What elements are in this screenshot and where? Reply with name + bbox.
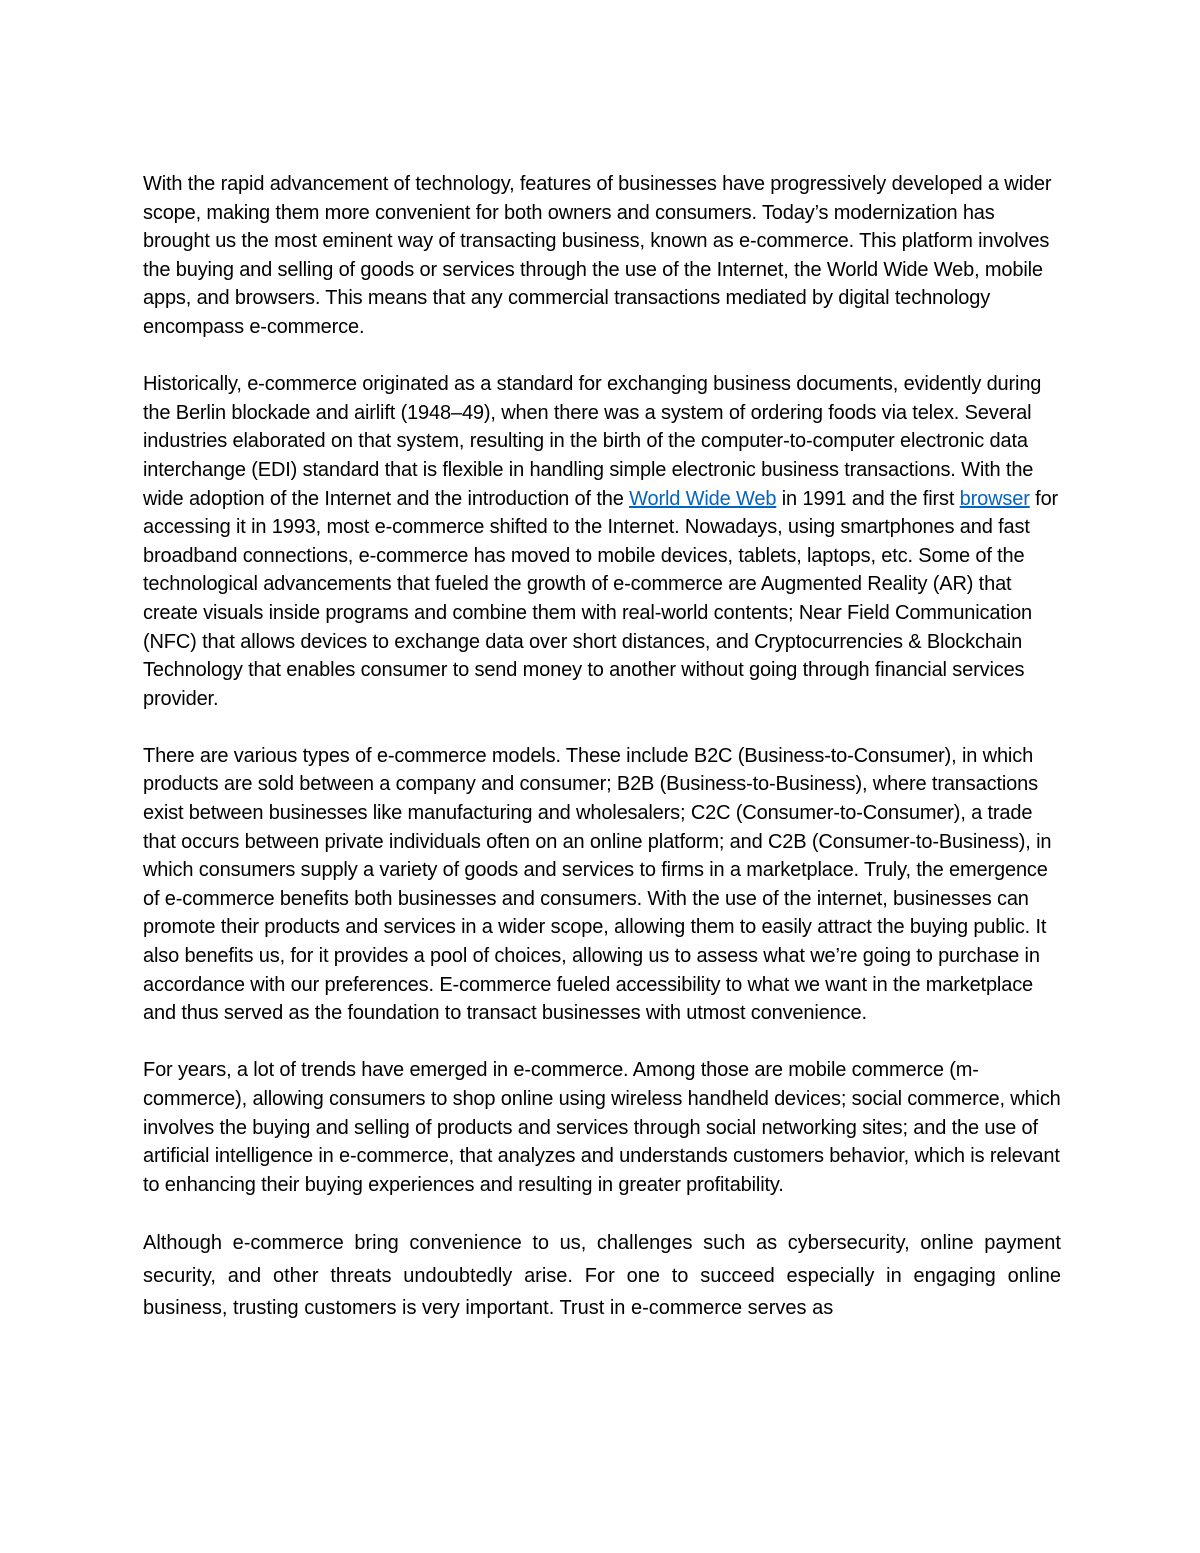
world-wide-web-link[interactable]: World Wide Web [629,487,777,510]
paragraph-challenges: Although e-commerce bring convenience to us, challenges such as cybersecurity, online payment security, and other threats undoubtedly arise. For one to succeed especially in engaging online business, trusting customers is very important. Trust in e-commerce serves as [143,1232,1061,1320]
browser-link[interactable]: browser [959,487,1030,510]
paragraph-trends: For years, a lot of trends have emerged in e-commerce. Among those are mobile commerce (m-commerce), allowing consumers to shop online using wireless handheld devices; social commerce, which involves the buying and selling of products and services through social networking sites; and the use of artificial intelligence in e-commerce, that analyzes and understands customers behavior, which is relevant to enhancing their buying experiences and resulting in greater profitability. [143,1059,1061,1196]
paragraph-history [143,370,1061,713]
document-body [143,170,1061,1325]
paragraph-history-text-3: for accessing it in 1993, most e-commerce shifted to the Internet. Nowadays, using smartphones and fast broadband connections, e-commerce has moved to mobile devices, tablets, laptops, etc. Some of the technological advancements that fueled the growth of e-commerce are Augmented Reality (AR) that create visuals inside programs and combine them with real-world contents; Near Field Communication (NFC) that allows devices to exchange data over short distances, and Cryptocurrencies & Blockchain Technology that enables consumer to send money to another without going through financial services provider. [143,487,1059,710]
paragraph-models: There are various types of e-commerce models. These include B2C (Business-to-Consumer), in which products are sold between a company and consumer; B2B (Business-to-Business), where transactions exist between businesses like manufacturing and wholesalers; C2C (Consumer-to-Consumer), a trade that occurs between private individuals often on an online platform; and C2B (Consumer-to-Business), in which consumers supply a variety of goods and services to firms in a marketplace. Truly, the emergence of e-commerce benefits both businesses and consumers. With the use of the internet, businesses can promote their products and services in a wider scope, allowing them to easily attract the buying public. It also benefits us, for it provides a pool of choices, allowing us to assess what we’re going to purchase in accordance with our preferences. E-commerce fueled accessibility to what we want in the marketplace and thus served as the foundation to transact businesses with utmost convenience. [143,744,1052,1025]
paragraph-intro: With the rapid advancement of technology, features of businesses have progressively developed a wider scope, making them more convenient for both owners and consumers. Today’s modernization has brought us the most eminent way of transacting business, known as e-commerce. This platform involves the buying and selling of goods or services through the use of the Internet, the World Wide Web, mobile apps, and browsers. This means that any commercial transactions mediated by digital technology encompass e-commerce. [143,173,1052,338]
paragraph-history-text-2: in 1991 and the first [776,487,960,510]
paragraph-history-text-1: Historically, e-commerce originated as a standard for exchanging business documents, evidently during the Berlin blockade and airlift (1948–49), when there was a system of ordering foods via telex. Several industries elaborated on that system, resulting in the birth of the computer-to-computer electronic data interchange (EDI) standard that is flexible in handling simple electronic business transactions. With the wide adoption of the Internet and the introduction of the [143,373,1042,510]
